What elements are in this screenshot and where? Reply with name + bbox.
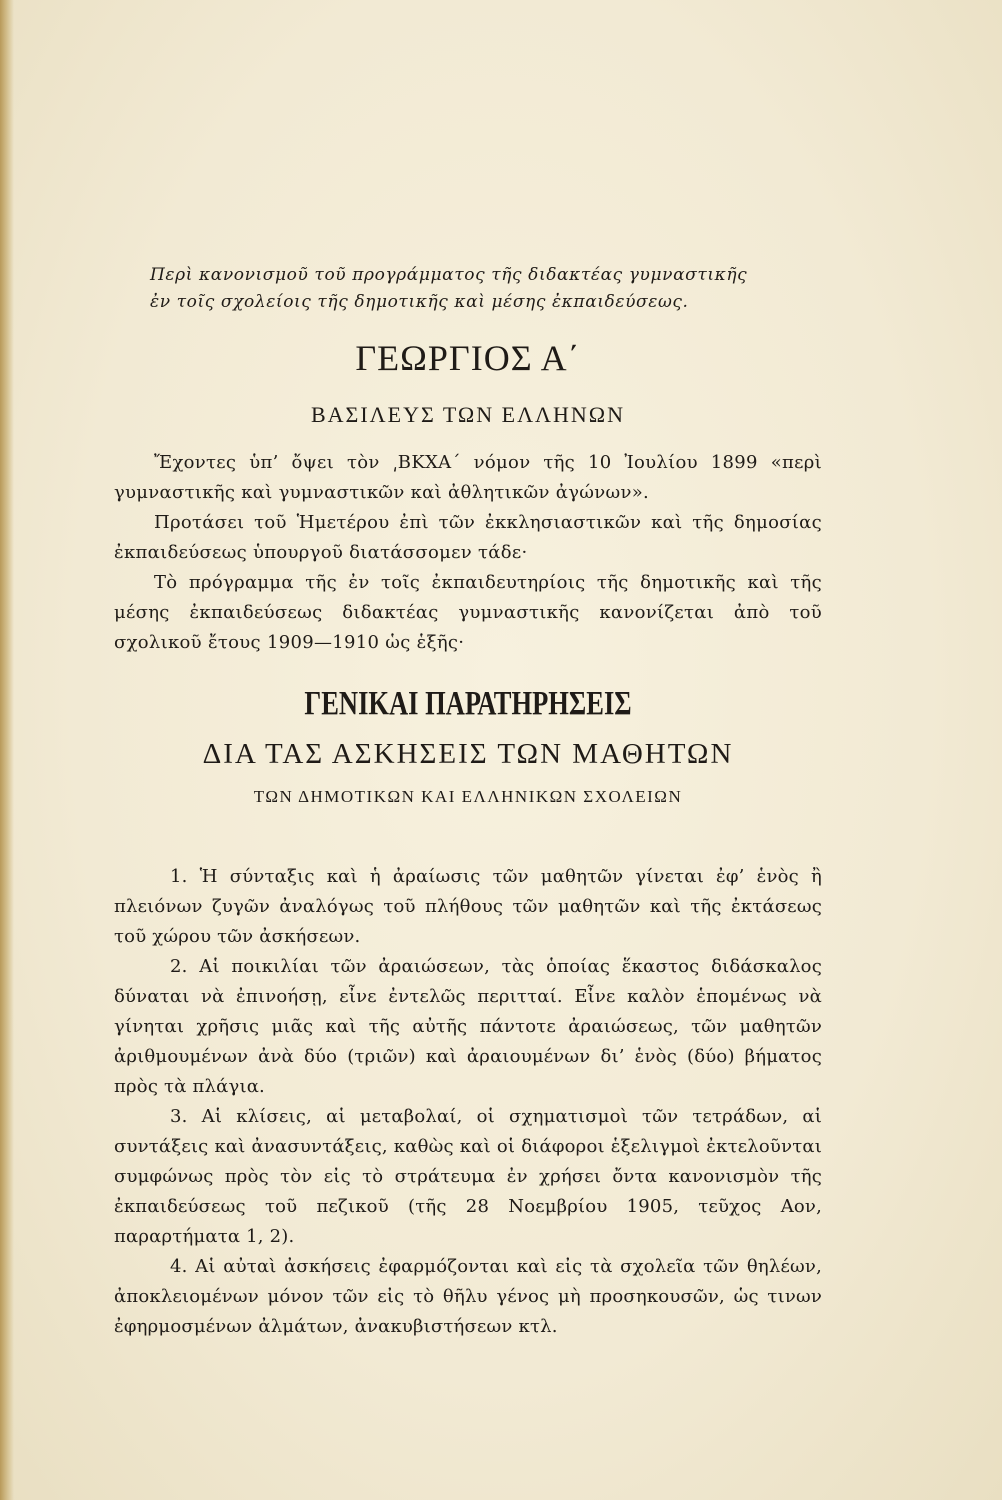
section-subheading: ΔΙΑ ΤΑΣ ΑΣΚΗΣΕΙΣ ΤΩΝ ΜΑΘΗΤΩΝ <box>202 738 734 770</box>
decree-paragraph: Τὸ πρόγραμμα τῆς ἐν τοῖς ἐκπαιδευτηρίοις τῆς δημοτικῆς καὶ τῆς μέσης ἐκπαιδεύσεως διδακτέας γυμναστικῆς κανονίζεται ἀπὸ τοῦ σχολικοῦ ἔτους 1909—1910 ὡς ἑξῆς· <box>114 572 822 653</box>
preamble-line-1: Περὶ κανονισμοῦ τοῦ προγράμματος τῆς διδακτέας γυμναστικῆς <box>150 265 748 285</box>
page-binding-edge <box>0 0 14 1500</box>
king-subtitle: ΒΑΣΙΛΕΥΣ ΤΩΝ ΕΛΛΗΝΩΝ <box>310 402 625 427</box>
articles-list <box>114 862 822 1342</box>
document-content <box>114 262 822 1342</box>
article-paragraph: 1. Ἡ σύνταξις καὶ ἡ ἀραίωσις τῶν μαθητῶν γίνεται ἐφ’ ἑνὸς ἢ πλειόνων ζυγῶν ἀναλόγως τοῦ πλήθους τῶν μαθητῶν καὶ τῆς ἐκτάσεως τοῦ χώρου τῶν ἀσκήσεων. <box>114 866 822 947</box>
article-paragraph: 2. Αἱ ποικιλίαι τῶν ἀραιώσεων, τὰς ὁποίας ἕκαστος διδάσκαλος δύναται νὰ ἐπινοήσῃ, εἶνε ἐντελῶς περιτταί. Εἶνε καλὸν ἑπομένως νὰ γίνηται χρῆσις μιᾶς καὶ τῆς αὐτῆς πάντοτε ἀραιώσεως, τῶν μαθητῶν ἀριθμουμένων ἀνὰ δύο (τριῶν) καὶ ἀραιουμένων δι’ ἑνὸς (δύο) βήματος πρὸς τὰ πλάγια. <box>114 956 822 1097</box>
article-paragraph: 4. Αἱ αὐταὶ ἀσκήσεις ἐφαρμόζονται καὶ εἰς τὰ σχολεῖα τῶν θηλέων, ἀποκλειομένων μόνον τῶν εἰς τὸ θῆλυ γένος μὴ προσηκουσῶν, ὡς τινων ἐφηρμοσμένων ἀλμάτων, ἀνακυβιστήσεων κτλ. <box>114 1256 822 1337</box>
section-heading: ΓΕΝΙΚΑΙ ΠΑΡΑΤΗΡΗΣΕΙΣ <box>304 685 632 722</box>
decree-paragraph: Προτάσει τοῦ Ἡμετέρου ἐπὶ τῶν ἐκκλησιαστικῶν καὶ τῆς δημοσίας ἐκπαιδεύσεως ὑπουργοῦ διατάσσομεν τάδε· <box>114 512 822 563</box>
decree-paragraph: Ἔχοντες ὑπ’ ὄψει τὸν ͵ΒΚΧΑ΄ νόμον τῆς 10 Ἰουλίου 1899 «περὶ γυμναστικῆς καὶ γυμναστικῶν καὶ ἀθλητικῶν ἀγώνων». <box>114 452 822 503</box>
king-title: ΓΕΩΡΓΙΟΣ Α΄ <box>355 338 581 378</box>
decree-text <box>114 448 822 658</box>
section-subsubheading: ΤΩΝ ΔΗΜΟΤΙΚΩΝ ΚΑΙ ΕΛΛΗΝΙΚΩΝ ΣΧΟΛΕΙΩΝ <box>253 787 683 806</box>
article-paragraph: 3. Αἱ κλίσεις, αἱ μεταβολαί, οἱ σχηματισμοὶ τῶν τετράδων, αἱ συντάξεις καὶ ἀνασυντάξεις, καθὼς καὶ οἱ διάφοροι ἑξελιγμοὶ ἐκτελοῦνται συμφώνως πρὸς τὸν εἰς τὸ στράτευμα ἐν χρήσει ὄντα κανονισμὸν τῆς ἐκπαιδεύσεως τοῦ πεζικοῦ (τῆς 28 Νοεμβρίου 1905, τεῦχος Αον, παραρτήματα 1, 2). <box>114 1106 822 1247</box>
preamble-line-2: ἐν τοῖς σχολείοις τῆς δημοτικῆς καὶ μέσης ἐκπαιδεύσεως. <box>150 292 689 312</box>
